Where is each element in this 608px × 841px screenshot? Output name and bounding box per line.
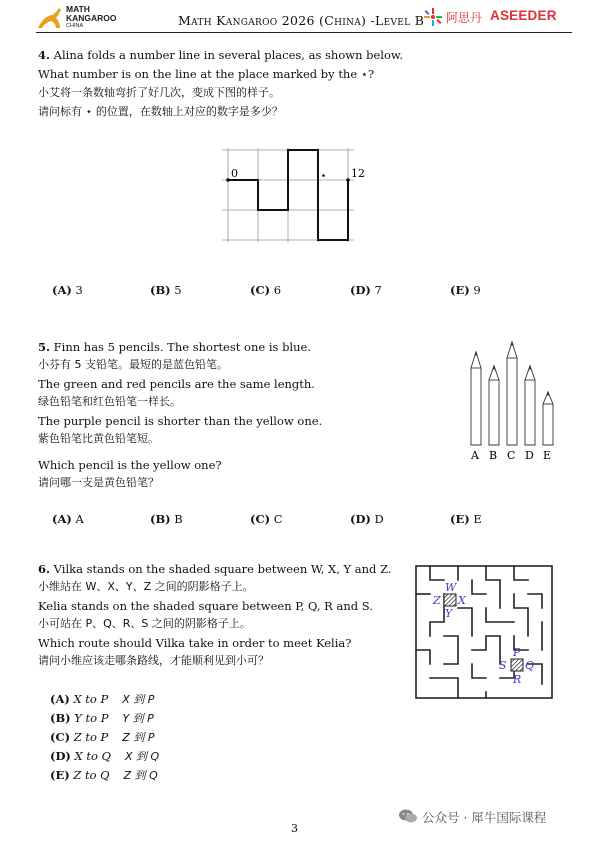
q5-option-d[interactable] — [350, 512, 384, 526]
option-letter: (B) — [50, 711, 71, 725]
aseeder-logo — [424, 6, 574, 30]
watermark-text: 公众号 · 犀牛国际课程 — [422, 810, 547, 825]
option-letter: (D) — [50, 749, 71, 763]
option-text-cn: Z 到 Q — [123, 769, 158, 782]
pencils-figure — [462, 338, 562, 464]
option-text: D — [374, 512, 384, 526]
option-text-en: Y to P — [74, 711, 109, 725]
option-letter: (C) — [50, 730, 71, 744]
option-text: 5 — [174, 283, 182, 297]
label-zero: 0 — [231, 167, 238, 180]
option-text-cn: X 到 P — [122, 693, 155, 706]
q5-option-e[interactable] — [450, 512, 482, 526]
option-text: 6 — [273, 283, 282, 297]
maze-label-w: W — [445, 581, 457, 594]
option-letter: (D) — [350, 512, 371, 526]
pencil-a — [471, 352, 481, 445]
option-text-en: X to Q — [74, 749, 111, 763]
q6-number: 6. — [38, 562, 51, 576]
folded-number-line-figure — [218, 142, 378, 248]
pencil-c — [507, 342, 517, 445]
option-text: E — [473, 512, 482, 526]
option-letter: (A) — [52, 512, 72, 526]
q5-text-cn1: 小芬有 5 支铅笔。最短的是蓝色铅笔。 — [38, 358, 228, 371]
q5-line-en1 — [38, 340, 311, 354]
q4-text-cn1: 小艾将一条数轴弯折了好几次，变成下图的样子。 — [38, 86, 280, 99]
option-text: 9 — [473, 283, 481, 297]
option-text-en: Z to Q — [73, 768, 110, 782]
option-text: A — [75, 512, 84, 526]
option-text-cn: Y 到 P — [122, 712, 154, 725]
q5-option-a[interactable] — [52, 512, 84, 526]
pencil-b — [489, 366, 499, 445]
q4-text-cn2: 请问标有 ⋆ 的位置，在数轴上对应的数字是多少？ — [38, 105, 283, 118]
option-text: 7 — [374, 283, 382, 297]
option-letter: (C) — [250, 512, 271, 526]
aseeder-flower-icon — [424, 8, 442, 26]
option-text-cn: X 到 Q — [125, 750, 160, 763]
option-letter: (E) — [50, 768, 70, 782]
q6-text-cn3: 请问小维应该走哪条路线，才能顺利见到小可？ — [38, 654, 269, 667]
pencil-e — [543, 392, 553, 445]
maze-label-z: Z — [433, 594, 441, 607]
maze-label-p: P — [513, 646, 521, 659]
maze-walls — [416, 566, 552, 698]
q5-text-cn3: 紫色铅笔比黄色铅笔短。 — [38, 432, 159, 445]
option-letter: (D) — [350, 283, 371, 297]
pencil-d — [525, 366, 535, 445]
option-text: 3 — [75, 283, 83, 297]
q4-option-d[interactable] — [350, 283, 382, 297]
q6-option-c[interactable] — [50, 729, 154, 745]
header-rule — [36, 32, 572, 33]
star-marker: ⋆ — [320, 169, 327, 182]
q4-text-en1: Alina folds a number line in several places, as shown below. — [53, 48, 404, 62]
kangaroo-logo — [36, 4, 126, 32]
pencil-label-c: C — [507, 449, 516, 462]
q4-option-a[interactable] — [52, 283, 83, 297]
q5-option-c[interactable] — [250, 512, 283, 526]
option-letter: (B) — [150, 512, 171, 526]
maze-label-s: S — [499, 659, 507, 672]
q6-option-b[interactable] — [50, 710, 154, 726]
q6-option-e[interactable] — [50, 767, 158, 783]
q6-text-en3: Which route should Vilka take in order to meet Kelia? — [38, 636, 352, 650]
brand-cn-text: 阿思丹 — [446, 11, 483, 25]
q5-text-en4: Which pencil is the yellow one? — [38, 458, 222, 472]
q4-option-c[interactable] — [250, 283, 281, 297]
q6-option-a[interactable] — [50, 691, 154, 707]
q6-text-en2: Kelia stands on the shaded square between P, Q, R and S. — [38, 599, 373, 613]
q5-number: 5. — [38, 340, 51, 354]
kangaroo-icon — [36, 6, 64, 32]
option-text: C — [273, 512, 283, 526]
pencil-label-a: A — [471, 449, 479, 462]
q6-line-en1 — [38, 562, 392, 576]
option-text-cn: Z 到 P — [122, 731, 155, 744]
maze-label-x: X — [458, 594, 466, 607]
brand-en-text: ASEEDER — [490, 8, 557, 23]
option-letter: (E) — [450, 512, 470, 526]
option-letter: (E) — [450, 283, 470, 297]
vilka-shaded-square — [444, 594, 456, 606]
q5-text-cn2: 绿色铅笔和红色铅笔一样长。 — [38, 395, 181, 408]
q4-line-en1 — [38, 48, 403, 62]
option-letter: (B) — [150, 283, 171, 297]
page-header-title: Math Kangaroo 2026 (China) -Level B — [178, 13, 425, 28]
q6-text-cn2: 小可站在 P、Q、R、S 之间的阴影格子上。 — [38, 617, 251, 630]
q4-option-b[interactable] — [150, 283, 182, 297]
maze-label-r: R — [513, 673, 522, 686]
q5-text-cn4: 请问哪一支是黄色铅笔？ — [38, 476, 159, 489]
q6-option-d[interactable] — [50, 748, 159, 764]
pencil-label-d: D — [525, 449, 534, 462]
wechat-icon — [398, 808, 418, 824]
label-twelve: 12 — [351, 167, 365, 180]
q6-text-cn1: 小维站在 W、X、Y、Z 之间的阴影格子上。 — [38, 580, 254, 593]
option-letter: (C) — [250, 283, 271, 297]
option-letter: (A) — [52, 283, 72, 297]
maze-figure — [414, 564, 556, 702]
kelia-shaded-square — [511, 659, 523, 671]
pencil-label-b: B — [489, 449, 498, 462]
logo-line-math: MATH — [66, 4, 90, 14]
q4-option-e[interactable] — [450, 283, 481, 297]
q6-text-en1: Vilka stands on the shaded square between W, X, Y and Z. — [53, 562, 392, 576]
q4-number: 4. — [38, 48, 51, 62]
q5-text-en3: The purple pencil is shorter than the yellow one. — [38, 414, 323, 428]
logo-line-china: CHINA — [66, 23, 84, 29]
maze-label-y: Y — [445, 607, 453, 620]
pencil-label-e: E — [543, 449, 552, 462]
option-text-en: X to P — [73, 692, 109, 706]
q5-option-b[interactable] — [150, 512, 183, 526]
option-letter: (A) — [50, 692, 70, 706]
option-text-en: Z to P — [73, 730, 109, 744]
q5-text-en1: Finn has 5 pencils. The shortest one is blue. — [53, 340, 311, 354]
page-number: 3 — [291, 822, 298, 835]
maze-label-q: Q — [525, 659, 535, 672]
q4-text-en2: What number is on the line at the place marked by the ⋆? — [38, 67, 375, 81]
logo-line-kangaroo: KANGAROO — [66, 13, 117, 23]
option-text: B — [174, 512, 183, 526]
q5-text-en2: The green and red pencils are the same length. — [38, 377, 315, 391]
